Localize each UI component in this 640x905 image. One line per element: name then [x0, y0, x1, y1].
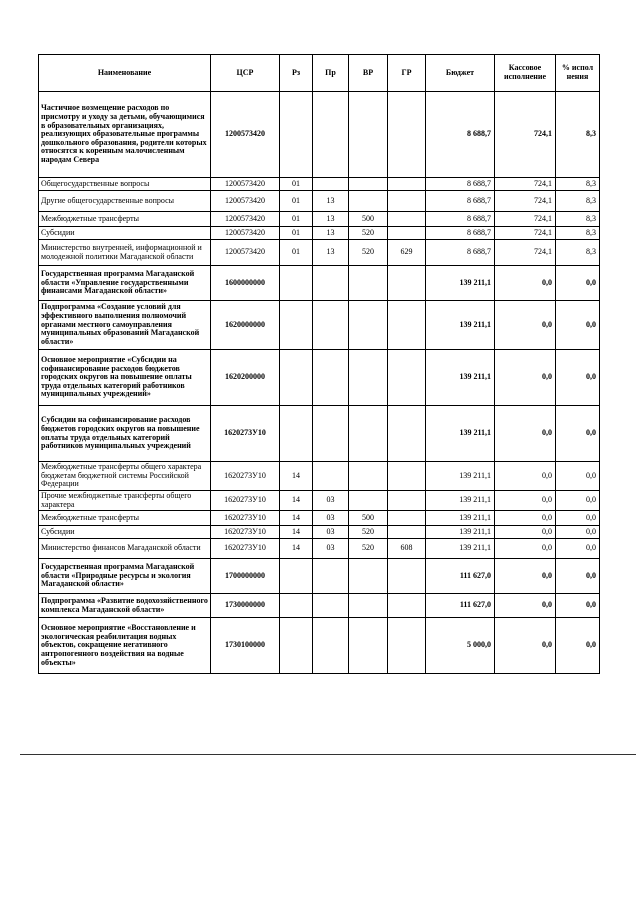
cell-rz: 01 — [280, 191, 313, 212]
cell-pr: 13 — [313, 212, 349, 227]
cell-pr — [313, 462, 349, 491]
cell-cash-execution: 724,1 — [495, 212, 556, 227]
table-row — [39, 526, 600, 539]
cell-gr — [388, 462, 426, 491]
cell-budget: 8 688,7 — [426, 240, 495, 266]
cell-name: Министерство финансов Магаданской области — [39, 539, 211, 559]
cell-vr: 520 — [349, 539, 388, 559]
cell-cash-execution: 0,0 — [495, 490, 556, 510]
cell-gr: 629 — [388, 240, 426, 266]
cell-pr — [313, 618, 349, 674]
bottom-divider — [20, 754, 636, 755]
cell-execution-percent: 0,0 — [556, 594, 600, 618]
cell-cash-execution: 724,1 — [495, 240, 556, 266]
budget-execution-table — [38, 54, 600, 674]
cell-execution-percent: 8,3 — [556, 92, 600, 178]
cell-vr: 500 — [349, 212, 388, 227]
cell-pr — [313, 559, 349, 594]
header-pr: Пр — [313, 55, 349, 92]
cell-rz: 14 — [280, 462, 313, 491]
table-row — [39, 350, 600, 406]
cell-vr — [349, 191, 388, 212]
cell-pr: 03 — [313, 539, 349, 559]
cell-execution-percent: 8,3 — [556, 227, 600, 240]
cell-name: Основное мероприятие «Восстановление и экологическая реабилитация водных объектов, сокращение негативного антропогенного воздействия на водные объекты» — [39, 618, 211, 674]
cell-rz: 14 — [280, 511, 313, 526]
cell-cash-execution: 0,0 — [495, 539, 556, 559]
cell-name: Общегосударственные вопросы — [39, 178, 211, 191]
table-row — [39, 191, 600, 212]
cell-gr — [388, 618, 426, 674]
cell-pr — [313, 301, 349, 350]
cell-vr — [349, 618, 388, 674]
cell-vr — [349, 266, 388, 301]
cell-rz: 01 — [280, 178, 313, 191]
cell-vr — [349, 559, 388, 594]
header-name: Наименование — [39, 55, 211, 92]
cell-budget: 8 688,7 — [426, 178, 495, 191]
cell-csr: 1620273У10 — [211, 490, 280, 510]
cell-rz: 01 — [280, 240, 313, 266]
table-row — [39, 266, 600, 301]
cell-rz: 01 — [280, 212, 313, 227]
cell-gr — [388, 301, 426, 350]
cell-name: Государственная программа Магаданской области «Природные ресурсы и экология Магаданской области» — [39, 559, 211, 594]
cell-cash-execution: 0,0 — [495, 350, 556, 406]
cell-gr — [388, 406, 426, 462]
cell-gr: 608 — [388, 539, 426, 559]
cell-pr: 13 — [313, 240, 349, 266]
header-gr: ГР — [388, 55, 426, 92]
header-budget: Бюджет — [426, 55, 495, 92]
cell-gr — [388, 212, 426, 227]
table-row — [39, 301, 600, 350]
cell-gr — [388, 559, 426, 594]
cell-vr — [349, 301, 388, 350]
cell-csr: 1620273У10 — [211, 406, 280, 462]
header-rz: Рз — [280, 55, 313, 92]
cell-csr: 1620200000 — [211, 350, 280, 406]
cell-pr — [313, 266, 349, 301]
cell-gr — [388, 266, 426, 301]
cell-vr — [349, 490, 388, 510]
cell-name: Субсидии на софинансирование расходов бюджетов городских округов на повышение оплаты труда отдельных категорий работников муниципальных учреждений — [39, 406, 211, 462]
cell-pr — [313, 178, 349, 191]
cell-rz — [280, 559, 313, 594]
cell-budget: 8 688,7 — [426, 227, 495, 240]
cell-gr — [388, 227, 426, 240]
cell-vr — [349, 92, 388, 178]
cell-name: Субсидии — [39, 526, 211, 539]
cell-csr: 1600000000 — [211, 266, 280, 301]
cell-cash-execution: 0,0 — [495, 526, 556, 539]
cell-name: Прочие межбюджетные трансферты общего характера — [39, 490, 211, 510]
cell-execution-percent: 0,0 — [556, 559, 600, 594]
cell-budget: 8 688,7 — [426, 92, 495, 178]
table-body — [39, 92, 600, 674]
cell-pr — [313, 594, 349, 618]
cell-budget: 139 211,1 — [426, 406, 495, 462]
cell-execution-percent: 0,0 — [556, 462, 600, 491]
cell-gr — [388, 178, 426, 191]
cell-name: Министерство внутренней, информационной и молодежной политики Магаданской области — [39, 240, 211, 266]
cell-csr: 1620273У10 — [211, 526, 280, 539]
table-row — [39, 227, 600, 240]
cell-rz — [280, 92, 313, 178]
table-row — [39, 240, 600, 266]
cell-execution-percent: 0,0 — [556, 301, 600, 350]
cell-gr — [388, 191, 426, 212]
cell-name: Государственная программа Магаданской области «Управление государственными финансами Магаданской области» — [39, 266, 211, 301]
cell-rz — [280, 266, 313, 301]
cell-csr: 1620273У10 — [211, 462, 280, 491]
cell-execution-percent: 0,0 — [556, 406, 600, 462]
cell-budget: 111 627,0 — [426, 594, 495, 618]
cell-name: Подпрограмма «Создание условий для эффективного выполнения полномочий органами местного самоуправления муниципальных образований Магаданской области» — [39, 301, 211, 350]
cell-gr — [388, 92, 426, 178]
cell-rz — [280, 594, 313, 618]
cell-rz — [280, 301, 313, 350]
table-row — [39, 178, 600, 191]
cell-gr — [388, 490, 426, 510]
cell-rz — [280, 618, 313, 674]
table-row — [39, 490, 600, 510]
cell-execution-percent: 0,0 — [556, 350, 600, 406]
cell-execution-percent: 8,3 — [556, 191, 600, 212]
table-row — [39, 406, 600, 462]
cell-execution-percent: 8,3 — [556, 240, 600, 266]
cell-budget: 8 688,7 — [426, 191, 495, 212]
cell-vr — [349, 462, 388, 491]
cell-budget: 5 000,0 — [426, 618, 495, 674]
cell-csr: 1730000000 — [211, 594, 280, 618]
header-execution-percent: % испол нения — [556, 55, 600, 92]
cell-rz: 01 — [280, 227, 313, 240]
cell-cash-execution: 0,0 — [495, 301, 556, 350]
cell-budget: 111 627,0 — [426, 559, 495, 594]
cell-vr: 500 — [349, 511, 388, 526]
cell-cash-execution: 724,1 — [495, 178, 556, 191]
cell-csr: 1620273У10 — [211, 539, 280, 559]
cell-csr: 1200573420 — [211, 240, 280, 266]
cell-pr: 13 — [313, 191, 349, 212]
cell-cash-execution: 724,1 — [495, 227, 556, 240]
cell-csr: 1200573420 — [211, 191, 280, 212]
table-row — [39, 594, 600, 618]
cell-vr: 520 — [349, 227, 388, 240]
cell-pr: 13 — [313, 227, 349, 240]
header-cash-execution: Кассовое исполнение — [495, 55, 556, 92]
cell-execution-percent: 0,0 — [556, 511, 600, 526]
cell-csr: 1620273У10 — [211, 511, 280, 526]
cell-budget: 139 211,1 — [426, 462, 495, 491]
cell-cash-execution: 0,0 — [495, 559, 556, 594]
cell-name: Межбюджетные трансферты — [39, 212, 211, 227]
cell-name: Другие общегосударственные вопросы — [39, 191, 211, 212]
cell-rz: 14 — [280, 539, 313, 559]
cell-vr — [349, 350, 388, 406]
cell-name: Основное мероприятие «Субсидии на софинансирование расходов бюджетов городских округов на повышение оплаты труда отдельных категорий работников муниципальных учреждений» — [39, 350, 211, 406]
cell-pr — [313, 92, 349, 178]
cell-csr: 1200573420 — [211, 92, 280, 178]
cell-pr: 03 — [313, 511, 349, 526]
table-row — [39, 539, 600, 559]
table-header-row — [39, 55, 600, 92]
cell-execution-percent: 0,0 — [556, 266, 600, 301]
cell-name: Межбюджетные трансферты общего характера бюджетам бюджетной системы Российской Федерации — [39, 462, 211, 491]
cell-cash-execution: 0,0 — [495, 462, 556, 491]
cell-rz: 14 — [280, 490, 313, 510]
cell-execution-percent: 8,3 — [556, 212, 600, 227]
cell-execution-percent: 0,0 — [556, 526, 600, 539]
cell-cash-execution: 724,1 — [495, 92, 556, 178]
cell-cash-execution: 0,0 — [495, 511, 556, 526]
cell-budget: 139 211,1 — [426, 266, 495, 301]
cell-cash-execution: 724,1 — [495, 191, 556, 212]
cell-budget: 139 211,1 — [426, 301, 495, 350]
table-row — [39, 92, 600, 178]
cell-execution-percent: 0,0 — [556, 490, 600, 510]
cell-rz — [280, 406, 313, 462]
cell-vr: 520 — [349, 526, 388, 539]
cell-csr: 1620000000 — [211, 301, 280, 350]
cell-budget: 139 211,1 — [426, 539, 495, 559]
header-csr: ЦСР — [211, 55, 280, 92]
cell-gr — [388, 594, 426, 618]
cell-gr — [388, 526, 426, 539]
cell-gr — [388, 350, 426, 406]
cell-budget: 139 211,1 — [426, 511, 495, 526]
cell-rz: 14 — [280, 526, 313, 539]
cell-name: Субсидии — [39, 227, 211, 240]
cell-name: Межбюджетные трансферты — [39, 511, 211, 526]
cell-budget: 139 211,1 — [426, 526, 495, 539]
cell-budget: 139 211,1 — [426, 490, 495, 510]
cell-cash-execution: 0,0 — [495, 594, 556, 618]
cell-pr: 03 — [313, 490, 349, 510]
cell-vr — [349, 406, 388, 462]
cell-cash-execution: 0,0 — [495, 266, 556, 301]
cell-vr: 520 — [349, 240, 388, 266]
table-row — [39, 511, 600, 526]
cell-cash-execution: 0,0 — [495, 406, 556, 462]
table-row — [39, 212, 600, 227]
cell-name: Подпрограмма «Развитие водохозяйственного комплекса Магаданской области» — [39, 594, 211, 618]
cell-execution-percent: 0,0 — [556, 618, 600, 674]
cell-execution-percent: 8,3 — [556, 178, 600, 191]
cell-csr: 1200573420 — [211, 212, 280, 227]
table-row — [39, 618, 600, 674]
table-row — [39, 462, 600, 491]
table-row — [39, 559, 600, 594]
cell-csr: 1730100000 — [211, 618, 280, 674]
cell-budget: 139 211,1 — [426, 350, 495, 406]
cell-csr: 1200573420 — [211, 227, 280, 240]
cell-pr: 03 — [313, 526, 349, 539]
cell-budget: 8 688,7 — [426, 212, 495, 227]
cell-execution-percent: 0,0 — [556, 539, 600, 559]
cell-pr — [313, 406, 349, 462]
cell-csr: 1200573420 — [211, 178, 280, 191]
cell-cash-execution: 0,0 — [495, 618, 556, 674]
cell-gr — [388, 511, 426, 526]
cell-csr: 1700000000 — [211, 559, 280, 594]
cell-pr — [313, 350, 349, 406]
cell-vr — [349, 178, 388, 191]
cell-vr — [349, 594, 388, 618]
cell-name: Частичное возмещение расходов по присмотру и уходу за детьми, обучающимися в образовательных организациях, реализующих образовательные программы дошкольного образования, родители которых относятся к коренным малочисленным народам Севера — [39, 92, 211, 178]
header-vr: ВР — [349, 55, 388, 92]
cell-rz — [280, 350, 313, 406]
